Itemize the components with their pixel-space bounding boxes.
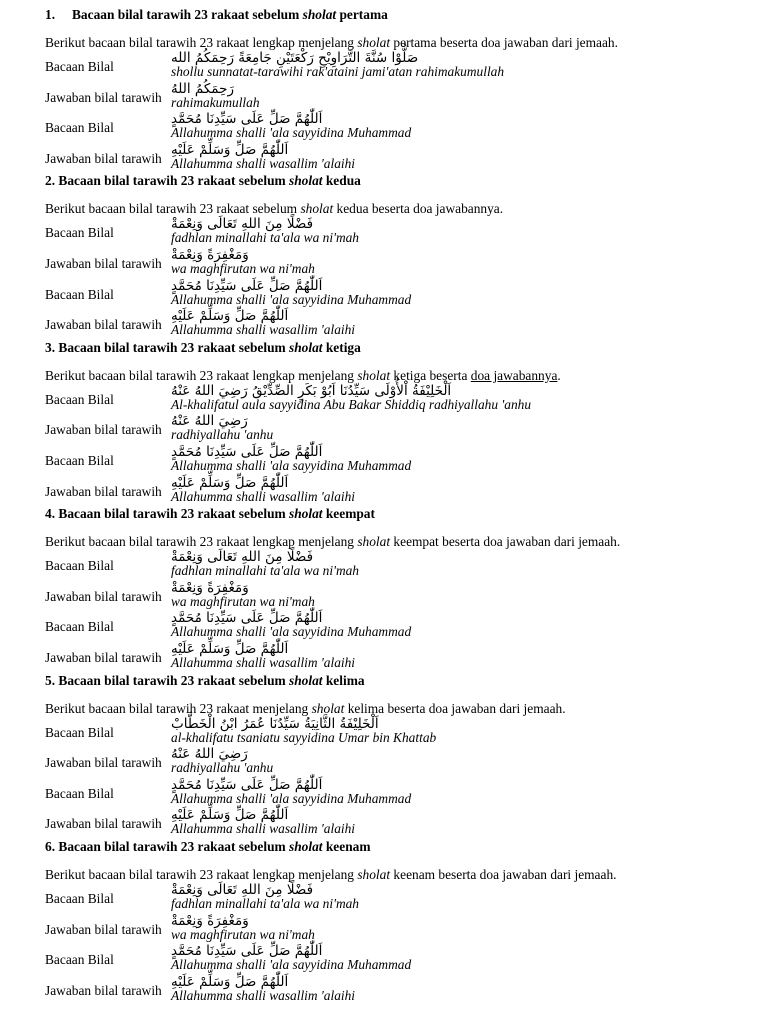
recitation-row — [45, 641, 745, 672]
section-title-b: pertama — [336, 7, 388, 22]
latin-transliteration: al-khalifatu tsaniatu sayyidina Umar bin Khattab — [171, 729, 437, 745]
section-title-a: Bacaan bilal tarawih 23 rakaat sebelum — [58, 838, 290, 854]
section — [45, 839, 745, 1004]
section-number: 6. — [45, 838, 59, 854]
intro-text-c: . — [557, 367, 561, 383]
section-title-a: Bacaan bilal tarawih 23 rakaat sebelum — [72, 7, 303, 22]
arabic-text: رَضِيَ اللهُ عَنْهُ — [171, 413, 248, 430]
recitation-row — [45, 278, 745, 309]
section — [45, 7, 745, 172]
section-title-b: kedua — [322, 173, 361, 189]
arabic-text: وَمَغْفِرَةً وَنِعْمَةْ — [171, 912, 249, 929]
section-title-a: Bacaan bilal tarawih 23 rakaat sebelum — [58, 672, 290, 688]
row-label: Bacaan Bilal — [45, 120, 114, 136]
section-intro — [45, 701, 745, 716]
intro-text-a: Berikut bacaan bilal tarawih 23 rakaat lengkap menjelang — [45, 866, 358, 882]
latin-transliteration: Allahumma shalli 'ala sayyidina Muhammad — [171, 291, 412, 307]
row-label: Jawaban bilal tarawih — [45, 89, 162, 105]
recitation-row — [45, 247, 745, 278]
recitation-row — [45, 777, 745, 808]
latin-transliteration: fadhlan minallahi ta'ala wa ni'mah — [171, 563, 359, 579]
section — [45, 506, 745, 671]
section-title-emphasis: sholat — [289, 672, 323, 688]
row-label: Bacaan Bilal — [45, 286, 114, 302]
recitation-row — [45, 610, 745, 641]
row-label: Jawaban bilal tarawih — [45, 755, 162, 771]
section-intro — [45, 368, 745, 383]
recitation-row — [45, 882, 745, 913]
row-label: Jawaban bilal tarawih — [45, 150, 162, 166]
arabic-text: اَللّٰهُمَّ صَلِّ وَسَلِّمْ عَلَيْهِ — [171, 474, 289, 491]
arabic-text: اَللّٰهُمَّ صَلِّ وَسَلِّمْ عَلَيْهِ — [171, 141, 289, 158]
intro-text-a: Berikut bacaan bilal tarawih 23 rakaat lengkap menjelang — [45, 534, 358, 550]
latin-transliteration: Al-khalifatul aula sayyidina Abu Bakar Shiddiq radhiyallahu 'anhu — [171, 396, 532, 412]
intro-emphasis: sholat — [357, 367, 391, 383]
intro-text-a: Berikut bacaan bilal tarawih 23 rakaat lengkap menjelang — [45, 367, 358, 383]
recitation-row — [45, 142, 745, 173]
arabic-text: فَضْلًا مِنَ اللهِ تَعَالَى وَنِعْمَةْ — [171, 881, 314, 898]
recitation-row — [45, 383, 745, 414]
recitation-row — [45, 413, 745, 444]
row-label: Jawaban bilal tarawih — [45, 649, 162, 665]
section-intro — [45, 35, 745, 50]
arabic-text: اَللّٰهُمَّ صَلِّ عَلَى سَيِّدِنَا مُحَمَّدٍ — [171, 943, 323, 960]
row-label: Bacaan Bilal — [45, 619, 114, 635]
arabic-text: فَضْلًا مِنَ اللهِ تَعَالَى وَنِعْمَةْ — [171, 216, 314, 233]
row-label: Bacaan Bilal — [45, 952, 114, 968]
intro-text-b: kedua beserta doa jawabannya. — [333, 201, 504, 217]
recitation-rows — [45, 383, 745, 505]
latin-transliteration: rahimakumullah — [171, 94, 260, 110]
latin-transliteration: wa maghfirutan wa ni'mah — [171, 926, 315, 942]
intro-text-b: kelima beserta doa jawaban dari jemaah. — [344, 700, 566, 716]
arabic-text: وَمَغْفِرَةً وَنِعْمَةْ — [171, 246, 249, 263]
intro-text-a: Berikut bacaan bilal tarawih 23 rakaat lengkap menjelang — [45, 35, 358, 50]
recitation-row — [45, 444, 745, 475]
arabic-text: اَللّٰهُمَّ صَلِّ عَلَى سَيِّدِنَا مُحَمَّدٍ — [171, 776, 323, 793]
row-label: Bacaan Bilal — [45, 59, 114, 74]
row-label: Bacaan Bilal — [45, 890, 114, 906]
arabic-text: رَحِمَكُمُ اللهُ — [171, 80, 234, 97]
recitation-row — [45, 807, 745, 838]
recitation-row — [45, 716, 745, 747]
section-heading — [45, 673, 745, 694]
section-intro — [45, 867, 745, 882]
section-title-a: Bacaan bilal tarawih 23 rakaat sebelum — [58, 506, 290, 522]
latin-transliteration: Allahumma shalli 'ala sayyidina Muhammad — [171, 957, 412, 973]
row-label: Bacaan Bilal — [45, 785, 114, 801]
latin-transliteration: Allahumma shalli wasallim 'alaihi — [171, 155, 356, 171]
row-label: Jawaban bilal tarawih — [45, 317, 162, 333]
row-label: Jawaban bilal tarawih — [45, 921, 162, 937]
document-body — [45, 6, 745, 1004]
latin-transliteration: wa maghfirutan wa ni'mah — [171, 593, 315, 609]
recitation-row — [45, 974, 745, 1005]
arabic-text: وَمَغْفِرَةً وَنِعْمَةْ — [171, 579, 249, 596]
arabic-text: اَللّٰهُمَّ صَلِّ عَلَى سَيِّدِنَا مُحَمَّدٍ — [171, 443, 323, 460]
section-heading — [45, 173, 745, 194]
arabic-text: صَلُّوْا سُنَّةَ التَّرَاوِيْحِ رَكْعَتَيْنِ جَامِعَةً رَحِمَكُمُ الله — [171, 50, 419, 66]
section-number: 1. — [45, 7, 56, 22]
recitation-rows — [45, 882, 745, 1004]
latin-transliteration: Allahumma shalli wasallim 'alaihi — [171, 322, 356, 338]
recitation-row — [45, 580, 745, 611]
recitation-row — [45, 549, 745, 580]
intro-text-a: Berikut bacaan bilal tarawih 23 rakaat sebelum — [45, 201, 301, 217]
intro-text-b: pertama beserta doa jawaban dari jemaah. — [390, 35, 618, 50]
recitation-row — [45, 475, 745, 506]
latin-transliteration: fadhlan minallahi ta'ala wa ni'mah — [171, 230, 359, 246]
row-label: Bacaan Bilal — [45, 724, 114, 740]
section-number: 2. — [45, 173, 59, 189]
section-title-emphasis: sholat — [289, 506, 323, 522]
latin-transliteration: shollu sunnatat-tarawihi rak'ataini jami'atan rahimakumullah — [171, 64, 505, 79]
recitation-row — [45, 943, 745, 974]
section-title-emphasis: sholat — [289, 838, 323, 854]
arabic-text: اَللّٰهُمَّ صَلِّ عَلَى سَيِّدِنَا مُحَمَّدٍ — [171, 277, 323, 294]
intro-emphasis: sholat — [357, 534, 391, 550]
section — [45, 673, 745, 838]
section-title-b: keempat — [322, 506, 375, 522]
section-title-a: Bacaan bilal tarawih 23 rakaat sebelum — [58, 339, 290, 355]
row-label: Jawaban bilal tarawih — [45, 255, 162, 271]
row-label: Jawaban bilal tarawih — [45, 422, 162, 438]
section-title-b: ketiga — [322, 339, 361, 355]
section-intro — [45, 201, 745, 216]
intro-emphasis: sholat — [357, 866, 391, 882]
section-number: 5. — [45, 672, 59, 688]
latin-transliteration: Allahumma shalli 'ala sayyidina Muhammad — [171, 790, 412, 806]
intro-text-b: keempat beserta doa jawaban dari jemaah. — [390, 534, 621, 550]
latin-transliteration: Allahumma shalli 'ala sayyidina Muhammad — [171, 125, 412, 141]
section-title-b: keenam — [322, 838, 371, 854]
recitation-row — [45, 746, 745, 777]
row-label: Bacaan Bilal — [45, 452, 114, 468]
arabic-text: اَللّٰهُمَّ صَلِّ وَسَلِّمْ عَلَيْهِ — [171, 308, 289, 325]
intro-text-a: Berikut bacaan bilal tarawih 23 rakaat menjelang — [45, 700, 312, 716]
arabic-text: اَللّٰهُمَّ صَلِّ وَسَلِّمْ عَلَيْهِ — [171, 640, 289, 657]
latin-transliteration: wa maghfirutan wa ni'mah — [171, 260, 315, 276]
intro-emphasis: sholat — [300, 201, 334, 217]
row-label: Jawaban bilal tarawih — [45, 816, 162, 832]
section-title-emphasis: sholat — [289, 339, 323, 355]
recitation-row — [45, 50, 745, 81]
intro-underlined: doa jawabannya — [470, 367, 558, 383]
latin-transliteration: Allahumma shalli wasallim 'alaihi — [171, 821, 356, 837]
latin-transliteration: Allahumma shalli wasallim 'alaihi — [171, 488, 356, 504]
row-label: Jawaban bilal tarawih — [45, 483, 162, 499]
latin-transliteration: Allahumma shalli wasallim 'alaihi — [171, 654, 356, 670]
recitation-row — [45, 81, 745, 112]
arabic-text: اَلْخَلِيْفَةُ اْلأُوْلَى سَيِّدُنَا اَبُوْ بَكَرٍ الصِّدِّيْقُ رَضِيَ اللهُ عَنْهُ — [171, 382, 452, 399]
section — [45, 173, 745, 338]
recitation-rows — [45, 549, 745, 671]
row-label: Bacaan Bilal — [45, 391, 114, 407]
row-label: Bacaan Bilal — [45, 225, 114, 241]
section — [45, 340, 745, 505]
latin-transliteration: radhiyallahu 'anhu — [171, 760, 274, 776]
intro-emphasis: sholat — [357, 35, 391, 50]
latin-transliteration: Allahumma shalli 'ala sayyidina Muhammad — [171, 457, 412, 473]
intro-text-b: ketiga beserta — [390, 367, 471, 383]
intro-text-b: keenam beserta doa jawaban dari jemaah. — [390, 866, 617, 882]
arabic-text: اَللّٰهُمَّ صَلِّ وَسَلِّمْ عَلَيْهِ — [171, 807, 289, 824]
section-title-a: Bacaan bilal tarawih 23 rakaat sebelum — [58, 173, 290, 189]
arabic-text: اَللّٰهُمَّ صَلِّ عَلَى سَيِّدِنَا مُحَمَّدٍ — [171, 610, 323, 627]
recitation-rows — [45, 216, 745, 338]
intro-emphasis: sholat — [311, 700, 345, 716]
row-label: Jawaban bilal tarawih — [45, 982, 162, 998]
section-title-emphasis: sholat — [289, 173, 323, 189]
row-label: Bacaan Bilal — [45, 558, 114, 574]
section-heading — [45, 7, 745, 28]
arabic-text: رَضِيَ اللهُ عَنْهُ — [171, 746, 248, 763]
arabic-text: اَللّٰهُمَّ صَلِّ عَلَى سَيِّدِنَا مُحَمَّدٍ — [171, 111, 323, 128]
arabic-text: فَضْلًا مِنَ اللهِ تَعَالَى وَنِعْمَةْ — [171, 549, 314, 566]
recitation-row — [45, 111, 745, 142]
section-intro — [45, 534, 745, 549]
section-title-emphasis: sholat — [302, 7, 337, 22]
section-heading — [45, 506, 745, 527]
latin-transliteration: fadhlan minallahi ta'ala wa ni'mah — [171, 895, 359, 911]
row-label: Jawaban bilal tarawih — [45, 588, 162, 604]
recitation-rows — [45, 716, 745, 838]
recitation-row — [45, 913, 745, 944]
recitation-rows — [45, 50, 745, 172]
section-heading — [45, 839, 745, 860]
section-title-b: kelima — [322, 672, 365, 688]
recitation-row — [45, 216, 745, 247]
recitation-row — [45, 308, 745, 339]
latin-transliteration: Allahumma shalli wasallim 'alaihi — [171, 987, 356, 1003]
section-heading — [45, 340, 745, 361]
section-number: 3. — [45, 339, 59, 355]
section-number: 4. — [45, 506, 59, 522]
latin-transliteration: radhiyallahu 'anhu — [171, 427, 274, 443]
arabic-text: اَللّٰهُمَّ صَلِّ وَسَلِّمْ عَلَيْهِ — [171, 973, 289, 990]
latin-transliteration: Allahumma shalli 'ala sayyidina Muhammad — [171, 624, 412, 640]
arabic-text: اَلْخَلِيْفَةُ الثَّانِيَةُ سَيِّدُنَا عُمَرُ ابْنُ الْخَطَّابْ — [171, 715, 379, 732]
